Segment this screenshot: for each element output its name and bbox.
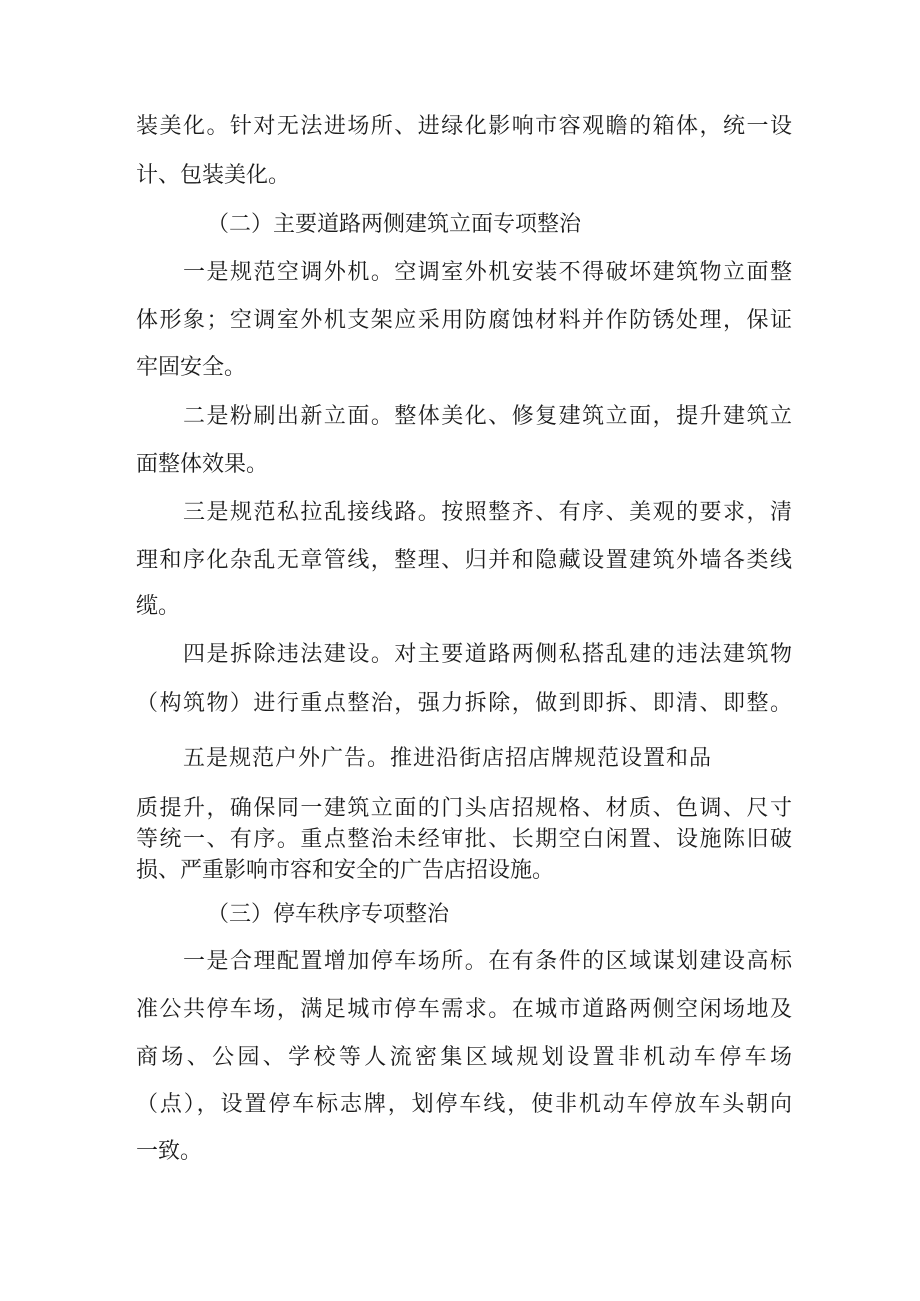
section-heading: （二）主要道路两侧建筑立面专项整治 bbox=[207, 212, 582, 237]
body-text-line: 质提升，确保同一建筑立面的门头店招规格、材质、色调、尺寸 bbox=[136, 796, 792, 821]
body-text-line: 准公共停车场，满足城市停车需求。在城市道路两侧空闲场地及 bbox=[136, 997, 792, 1022]
body-text-line: 一是合理配置增加停车场所。在有条件的区域谋划建设高标 bbox=[183, 949, 792, 974]
body-text-line: 损、严重影响市容和安全的广告店招设施。 bbox=[136, 858, 555, 883]
body-text-line: 牢固安全。 bbox=[136, 355, 247, 380]
body-text-line: 体形象；空调室外机支架应采用防腐蚀材料并作防锈处理，保证 bbox=[136, 308, 792, 333]
body-text-line: （构筑物）进行重点整治，强力拆除，做到即拆、即清、即整。 bbox=[136, 691, 792, 716]
body-text-line: 四是拆除违法建设。对主要道路两侧私搭乱建的违法建筑物 bbox=[183, 642, 792, 667]
body-text-line: 商场、公园、学校等人流密集区域规划设置非机动车停车场 bbox=[136, 1045, 792, 1070]
body-text-line: 三是规范私拉乱接线路。按照整齐、有序、美观的要求，清 bbox=[183, 500, 792, 525]
body-text-line: 缆。 bbox=[136, 594, 181, 619]
body-text-line: 面整体效果。 bbox=[136, 452, 269, 477]
body-text-line: 二是粉刷出新立面。整体美化、修复建筑立面，提升建筑立 bbox=[183, 404, 792, 429]
body-text-line: 一是规范空调外机。空调室外机安装不得破坏建筑物立面整 bbox=[183, 260, 792, 285]
body-text-line: 一致。 bbox=[136, 1139, 203, 1164]
body-text-line: 装美化。针对无法进场所、进绿化影响市容观瞻的箱体，统一设 bbox=[136, 114, 792, 139]
body-text-line: 等统一、有序。重点整治未经审批、长期空白闲置、设施陈旧破 bbox=[136, 827, 792, 852]
body-text-line: 计、包装美化。 bbox=[136, 163, 291, 188]
section-heading: （三）停车秩序专项整治 bbox=[207, 902, 450, 927]
body-text-line: （点），设置停车标志牌，划停车线，使非机动车停放车头朝向 bbox=[136, 1092, 792, 1117]
body-text-line: 理和序化杂乱无章管线，整理、归并和隐藏设置建筑外墙各类线 bbox=[136, 548, 792, 573]
body-text-line: 五是规范户外广告。推进沿街店招店牌规范设置和品 bbox=[183, 746, 713, 771]
